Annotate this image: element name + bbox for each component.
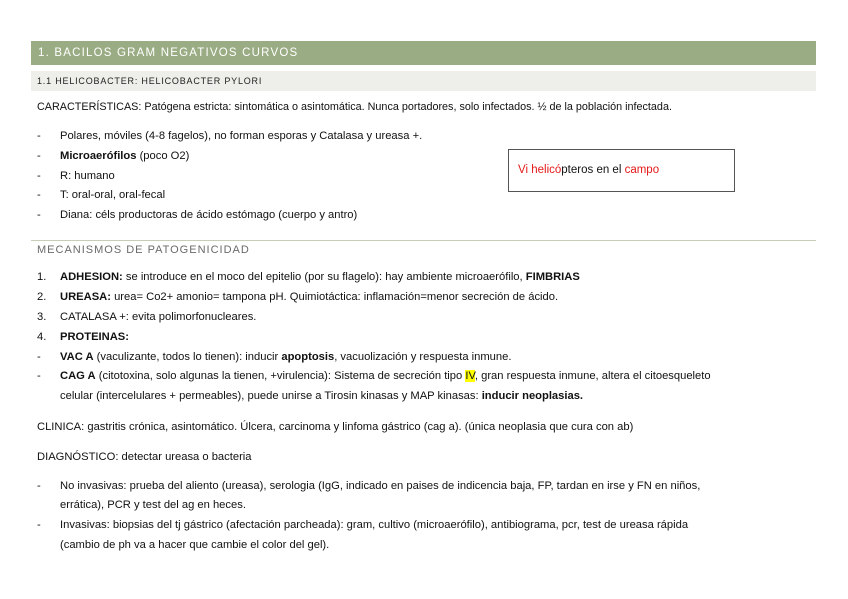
list-item-text xyxy=(60,287,558,307)
section-heading: 1. BACILOS GRAM NEGATIVOS CURVOS xyxy=(31,41,816,65)
list-item-text: Polares, móviles (4-8 fagelos), no forman esporas y Catalasa y ureasa +. xyxy=(60,130,423,142)
list-item-text: Diana: céls productoras de ácido estómago (cuerpo y antro) xyxy=(60,209,358,221)
mnemonic-text: pteros en el xyxy=(561,164,625,176)
mecanismos-heading: MECANISMOS DE PATOGENICIDAD xyxy=(37,244,250,256)
list-item-text: No invasivas: prueba del aliento (ureasa), serologia (IgG, indicado en paises de indicencia baja, FP, tardan en irse y FN en niños, xyxy=(60,480,701,492)
divider xyxy=(31,240,816,241)
mnemonic-red-text: campo xyxy=(624,164,660,176)
bullet-dash: - xyxy=(37,130,41,142)
bullet-dash: - xyxy=(37,209,41,221)
list-number: 4. xyxy=(37,331,47,343)
highlighted-term: IV xyxy=(465,370,475,382)
list-item-text: (cambio de ph va a hacer que cambie el color del gel). xyxy=(60,539,330,551)
bold-term: apoptosis xyxy=(281,351,335,363)
list-item-text: errática), PCR y test del ag en heces. xyxy=(60,499,246,511)
bold-term: FIMBRIAS xyxy=(525,271,580,283)
mnemonic-box xyxy=(508,149,735,192)
bold-term: Microaerófilos xyxy=(60,150,137,162)
list-item-text: R: humano xyxy=(60,170,115,182)
bold-term: inducir neoplasias. xyxy=(481,390,584,402)
list-item-detail: urea= Co2+ amonio= tampona pH. Quimiotáctica: inflamación=menor secreción de ácido. xyxy=(110,291,559,303)
list-item-detail: celular (intercelulares + permeables), puede unirse a Tirosin kinasas y MAP kinasas: xyxy=(60,390,482,402)
list-item-text xyxy=(60,347,511,367)
list-item-detail: , gran respuesta inmune, altera el citoesqueleto xyxy=(474,370,711,382)
list-item-text: CATALASA +: evita polimorfonucleares. xyxy=(60,311,257,323)
bold-term: ADHESION: xyxy=(60,271,123,283)
bullet-dash: - xyxy=(37,170,41,182)
list-number: 1. xyxy=(37,271,47,283)
bullet-dash: - xyxy=(37,519,41,531)
bullet-dash: - xyxy=(37,189,41,201)
list-number: 2. xyxy=(37,291,47,303)
diagnostico-paragraph: DIAGNÓSTICO: detectar ureasa o bacteria xyxy=(37,451,252,463)
list-item-detail: (vaculizante, todos lo tienen): inducir xyxy=(93,351,282,363)
clinica-paragraph: CLINICA: gastritis crónica, asintomático. Úlcera, carcinoma y linfoma gástrico (cag a). (única neoplasia que cura con ab) xyxy=(37,421,634,433)
mnemonic-red-text: Vi xyxy=(518,164,532,176)
bold-term: VAC A xyxy=(60,351,94,363)
bullet-dash: - xyxy=(37,351,41,363)
list-item-text: T: oral-oral, oral-fecal xyxy=(60,189,166,201)
bold-term: UREASA: xyxy=(60,291,111,303)
bold-term: CAG A xyxy=(60,370,96,382)
bullet-dash: - xyxy=(37,150,41,162)
list-item-text xyxy=(60,386,583,406)
list-item-detail: (poco O2) xyxy=(136,150,190,162)
bullet-dash: - xyxy=(37,480,41,492)
list-item-text xyxy=(60,146,189,166)
subsection-heading: 1.1 HELICOBACTER: HELICOBACTER PYLORI xyxy=(31,71,816,91)
list-item-text xyxy=(60,267,580,287)
list-item-text xyxy=(60,327,129,347)
list-item-detail: , vacuolización y respuesta inmune. xyxy=(334,351,512,363)
bold-term: PROTEINAS: xyxy=(60,331,129,343)
mnemonic-red-text: helicó xyxy=(531,164,562,176)
list-item-detail: se introduce en el moco del epitelio (por su flagelo): hay ambiente microaerófilo, xyxy=(122,271,526,283)
list-item-detail: (citotoxina, solo algunas la tienen, +virulencia): Sistema de secreción tipo xyxy=(95,370,466,382)
list-item-text xyxy=(60,366,711,386)
list-item-text: Invasivas: biopsias del tj gástrico (afectación parcheada): gram, cultivo (microaerófilo), antibiograma, pcr, test de ureasa rápida xyxy=(60,519,689,531)
bullet-dash: - xyxy=(37,370,41,382)
list-number: 3. xyxy=(37,311,47,323)
caracteristicas-paragraph: CARACTERÍSTICAS: Patógena estricta: sintomática o asintomática. Nunca portadores, solo infectados. ½ de la población infectada. xyxy=(37,101,672,113)
